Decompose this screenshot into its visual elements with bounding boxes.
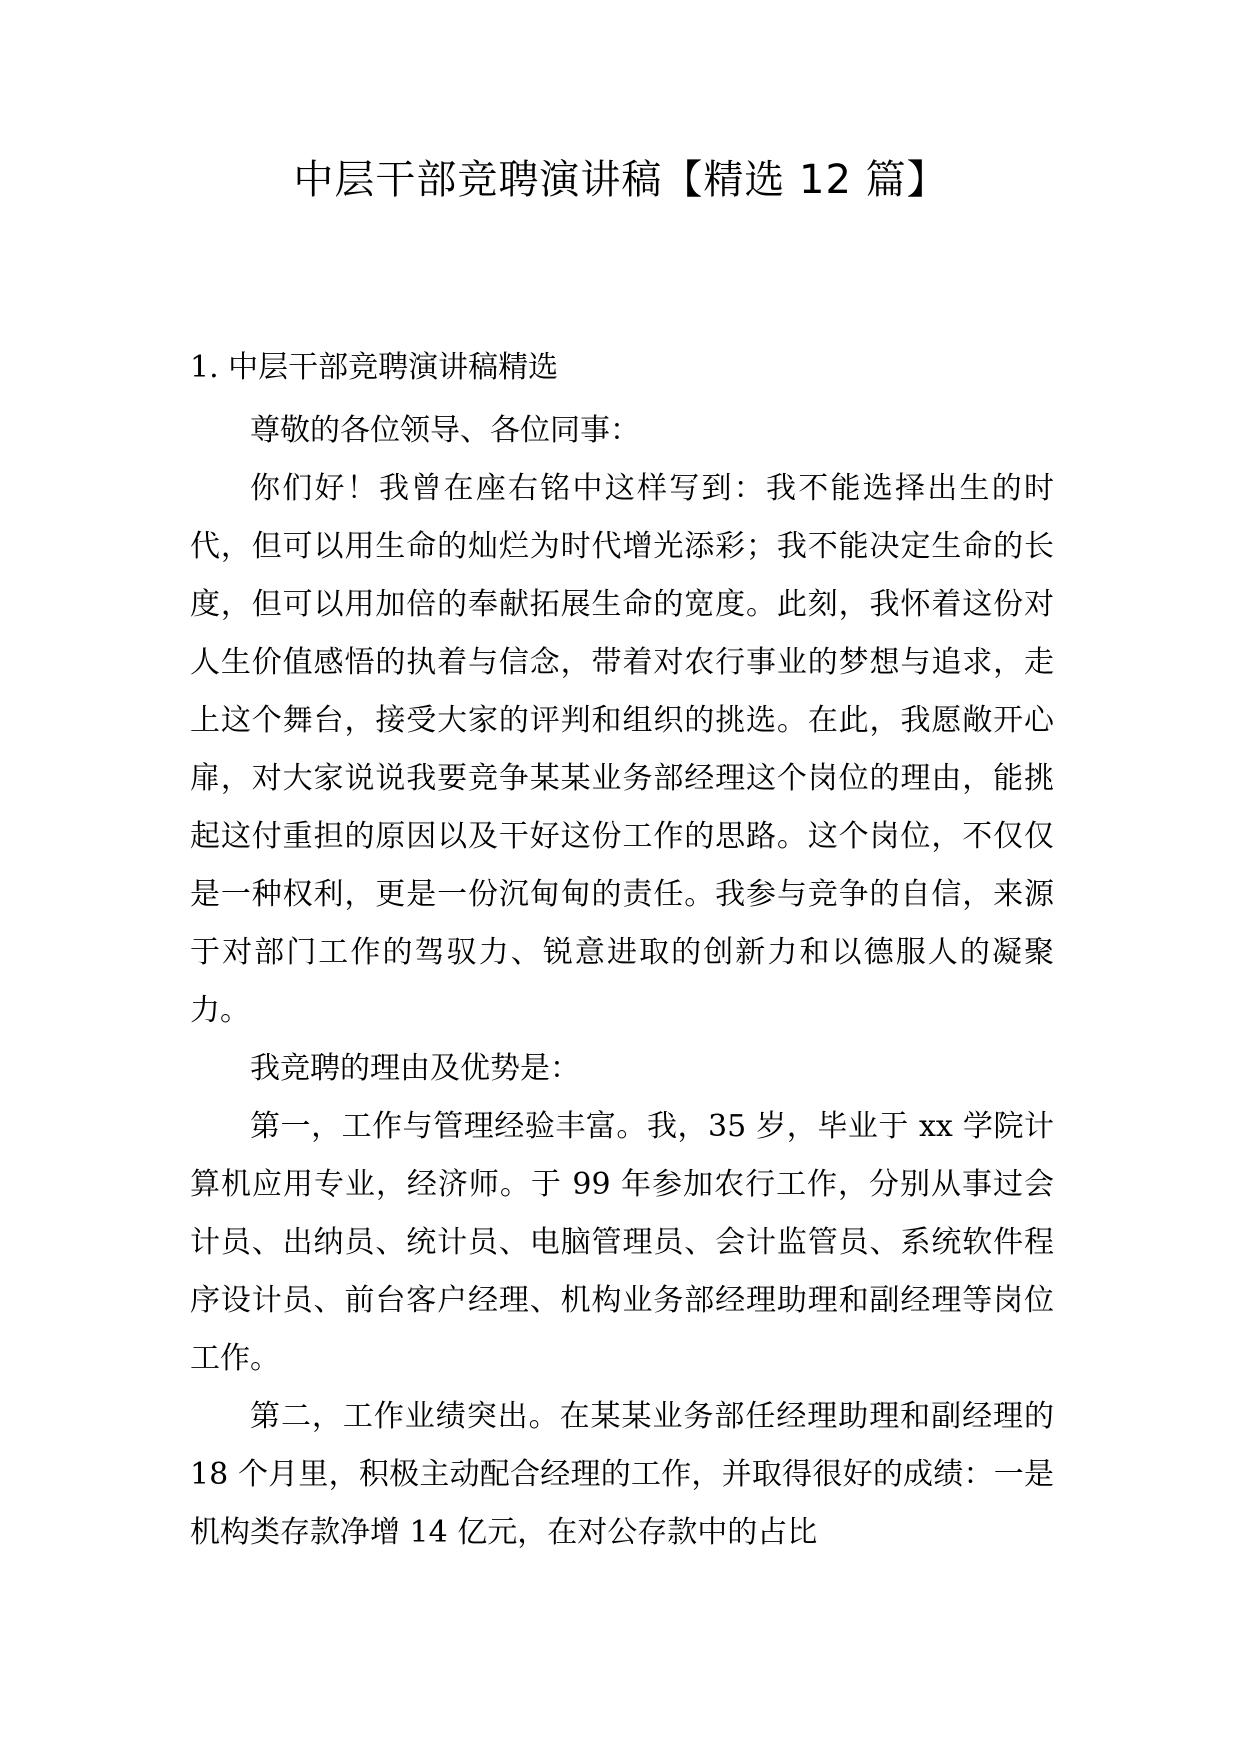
body-paragraph: 第二，工作业绩突出。在某某业务部任经理助理和副经理的 18 个月里，积极主动配合经理的工作，并取得很好的成绩：一是机构类存款净增 14 亿元，在对公存款中的占比 <box>190 1399 1054 1550</box>
salutation-paragraph: 尊敬的各位领导、各位同事： <box>250 413 640 448</box>
body-paragraph: 第一，工作与管理经验丰富。我，35 岁，毕业于 xx 学院计算机应用专业，经济师。于 99 年参加农行工作，分别从事过会计员、出纳员、统计员、电脑管理员、会计监管员、系统软件程序设计员、前台客户经理、机构业务部经理助理和副经理等岗位工作。 <box>190 1109 1054 1376</box>
body-paragraph: 我竞聘的理由及优势是： <box>250 1051 580 1086</box>
section-heading: 1. 中层干部竞聘演讲稿精选 <box>190 350 559 385</box>
document-body <box>190 402 1054 1562</box>
body-paragraph: 你们好！我曾在座右铭中这样写到：我不能选择出生的时代，但可以用生命的灿烂为时代增光添彩；我不能决定生命的长度，但可以用加倍的奉献拓展生命的宽度。此刻，我怀着这份对人生价值感悟的执着与信念，带着对农行事业的梦想与追求，走上这个舞台，接受大家的评判和组织的挑选。在此，我愿敞开心扉，对大家说说我要竞争某某业务部经理这个岗位的理由，能挑起这付重担的原因以及干好这份工作的思路。这个岗位，不仅仅是一种权利，更是一份沉甸甸的责任。我参与竞争的自信，来源于对部门工作的驾驭力、锐意进取的创新力和以德服人的凝聚力。 <box>190 471 1054 1028</box>
document-title: 中层干部竞聘演讲稿【精选 12 篇】 <box>293 157 948 203</box>
